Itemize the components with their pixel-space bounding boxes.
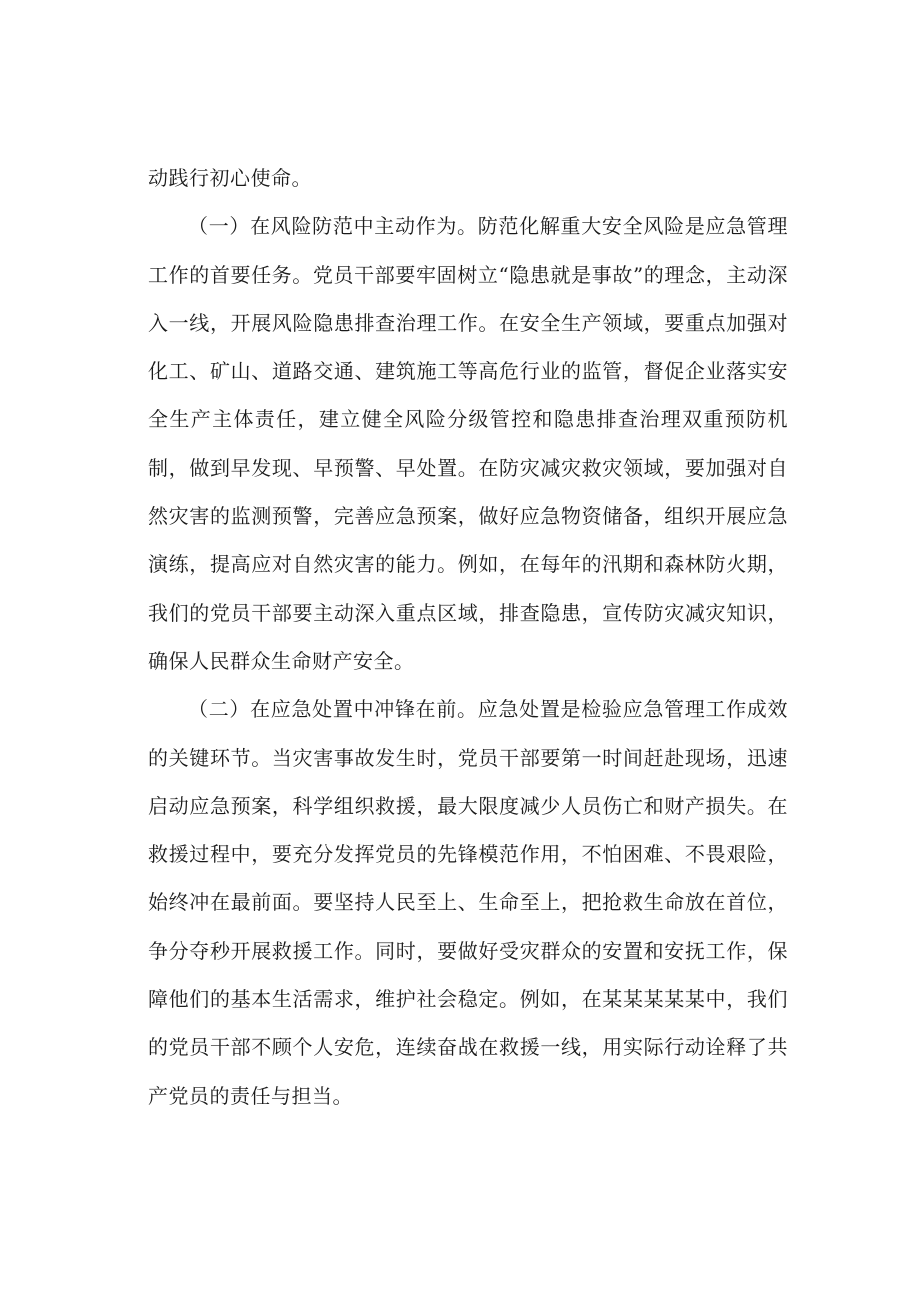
paragraph-text: 防范化解重大安全风险是应急管理工作的首要任务。党员干部要牢固树立“隐患就是事故”的理念，主动深入一线，开展风险隐患排查治理工作。在安全生产领域，要重点加强对化工、矿山、道路交通、建筑施工等高危行业的监管，督促企业落实安全生产主体责任，建立健全风险分级管控和隐患排查治理双重预防机制，做到早发现、早预警、早处置。在防灾减灾救灾领域，要加强对自然灾害的监测预警，完善应急预案，做好应急物资储备，组织开展应急演练，提高应对自然灾害的能力。例如，在每年的汛期和森林防火期，我们的党员干部要主动深入重点区域，排查隐患，宣传防灾减灾知识，确保人民群众生命财产安全。 [148, 214, 788, 673]
document-body [148, 154, 788, 1120]
paragraph-heading: （二）在应急处置中冲锋在前。 [188, 697, 478, 722]
paragraph-risk-prevention [148, 202, 788, 685]
paragraph-text: 应急处置是检验应急管理工作成效的关键环节。当灾害事故发生时，党员干部要第一时间赶赴现场，迅速启动应急预案，科学组织救援，最大限度减少人员伤亡和财产损失。在救援过程中，要充分发挥党员的先锋模范作用，不怕困难、不畏艰险，始终冲在最前面。要坚持人民至上、生命至上，把抢救生命放在首位，争分夺秒开展救援工作。同时，要做好受灾群众的安置和安抚工作，保障他们的基本生活需求，维护社会稳定。例如，在某某某某某中，我们的党员干部不顾个人安危，连续奋战在救援一线，用实际行动诠释了共产党员的责任与担当。 [148, 697, 788, 1108]
paragraph-continuation [148, 154, 788, 202]
paragraph-heading: （一）在风险防范中主动作为。 [188, 214, 478, 239]
paragraph-emergency-response [148, 685, 788, 1120]
paragraph-text: 动践行初心使命。 [148, 166, 312, 190]
